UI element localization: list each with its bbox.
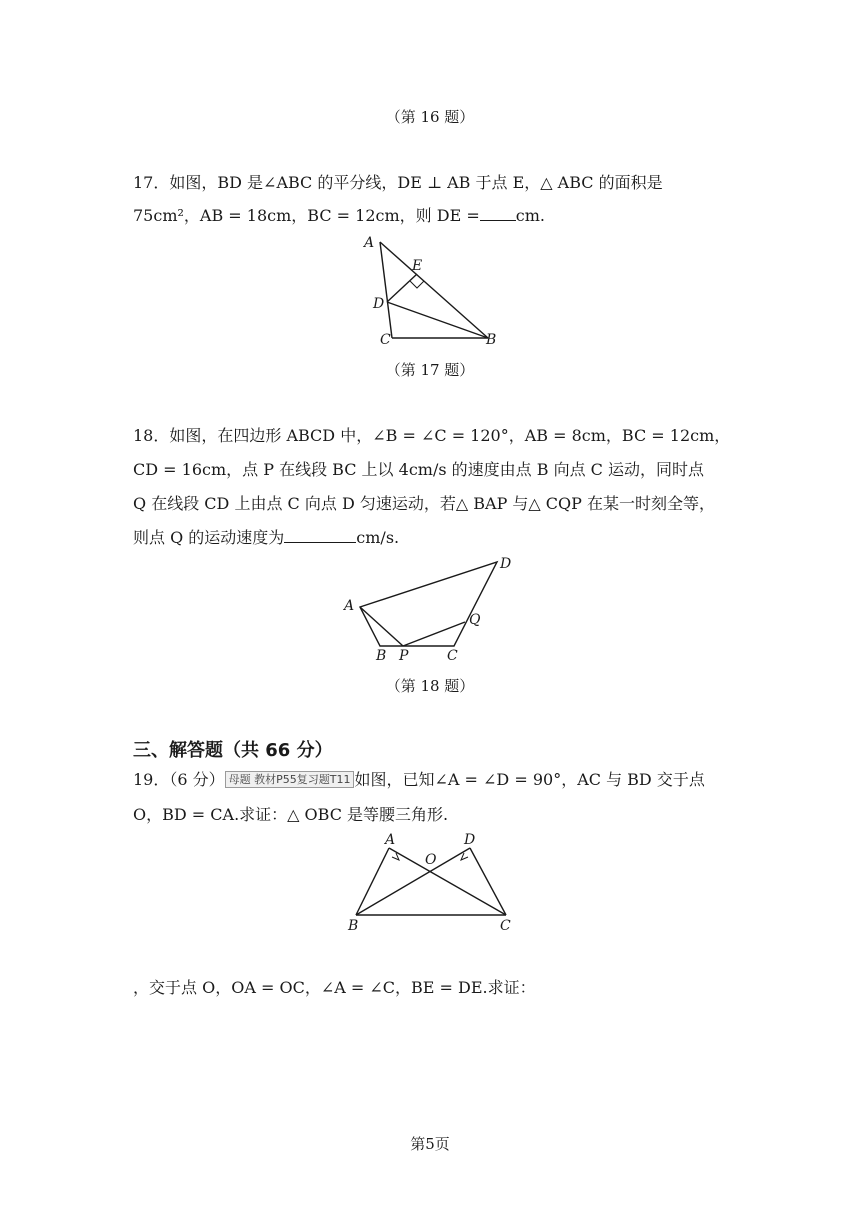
question-18-line-4-text: 则点 Q 的运动速度为 (133, 528, 285, 547)
question-18-unit: cm/s. (356, 528, 400, 547)
label-C: C (380, 332, 391, 348)
segment-DB (387, 302, 488, 338)
segment-AC (380, 242, 392, 338)
question-17-line-1: 17．如图，BD 是∠ABC 的平分线，DE ⊥ AB 于点 E，△ ABC 的面积是 (133, 173, 663, 192)
right-angle-mark-D (461, 853, 468, 860)
question-19-line-1-text: 如图，已知∠A = ∠D = 90°，AC 与 BD 交于点 (354, 770, 705, 789)
question-18-line-3: Q 在线段 CD 上由点 C 向点 D 匀速运动，若△ BAP 与△ CQP 在某一时刻全等， (133, 494, 716, 513)
quadrilateral-ABCD (360, 562, 497, 646)
label-C: C (500, 918, 511, 934)
segment-AP (360, 607, 403, 646)
question-18-line-1: 18．如图，在四边形 ABCD 中，∠B = ∠C = 120°，AB = 8cm，BC = 12cm， (133, 426, 731, 445)
question-17-line-2-text: 75cm²，AB = 18cm，BC = 12cm，则 DE = (133, 206, 480, 225)
label-B: B (376, 648, 387, 664)
label-C: C (447, 648, 458, 664)
segment-DE (387, 274, 417, 302)
question-19-prefix: 19．（6 分） (133, 770, 225, 789)
figure-18-caption: （第 18 题） (385, 677, 475, 695)
figure-17-caption: （第 17 题） (385, 361, 475, 379)
label-Q: Q (469, 612, 481, 628)
segment-AB (380, 242, 488, 338)
label-E: E (412, 258, 423, 274)
label-P: P (399, 648, 409, 664)
section-3-title: 三、解答题（共 66 分） (133, 740, 333, 761)
figure-16-caption: （第 16 题） (385, 108, 475, 126)
label-B: B (486, 332, 497, 348)
question-19-line-1 (133, 767, 705, 790)
label-A: A (385, 832, 396, 848)
label-B: B (348, 918, 359, 934)
question-20-partial-line: ，交于点 O，OA = OC，∠A = ∠C，BE = DE.求证： (133, 978, 536, 997)
label-D: D (373, 296, 385, 312)
label-A: A (364, 235, 375, 251)
answer-blank-17 (480, 220, 516, 221)
question-17-unit: cm. (515, 206, 545, 225)
figure-18 (340, 552, 525, 667)
right-angle-mark-E (410, 281, 424, 288)
label-A: A (344, 598, 355, 614)
page-number: 第5页 (410, 1135, 450, 1153)
question-18-line-2: CD = 16cm，点 P 在线段 BC 上以 4cm/s 的速度由点 B 向点 C 运动，同时点 (133, 460, 704, 479)
answer-blank-18 (284, 542, 356, 543)
label-D: D (464, 832, 476, 848)
question-19-line-2: O，BD = CA.求证：△ OBC 是等腰三角形. (133, 805, 449, 824)
question-18-line-4 (133, 525, 399, 548)
source-tag: 母题 教材P55复习题T11 (225, 771, 355, 788)
figure-19 (340, 826, 525, 936)
right-angle-mark-A (392, 853, 399, 860)
question-17-line-2 (133, 203, 545, 226)
figure-17 (360, 230, 510, 350)
label-D: D (500, 556, 512, 572)
label-O: O (425, 852, 437, 868)
